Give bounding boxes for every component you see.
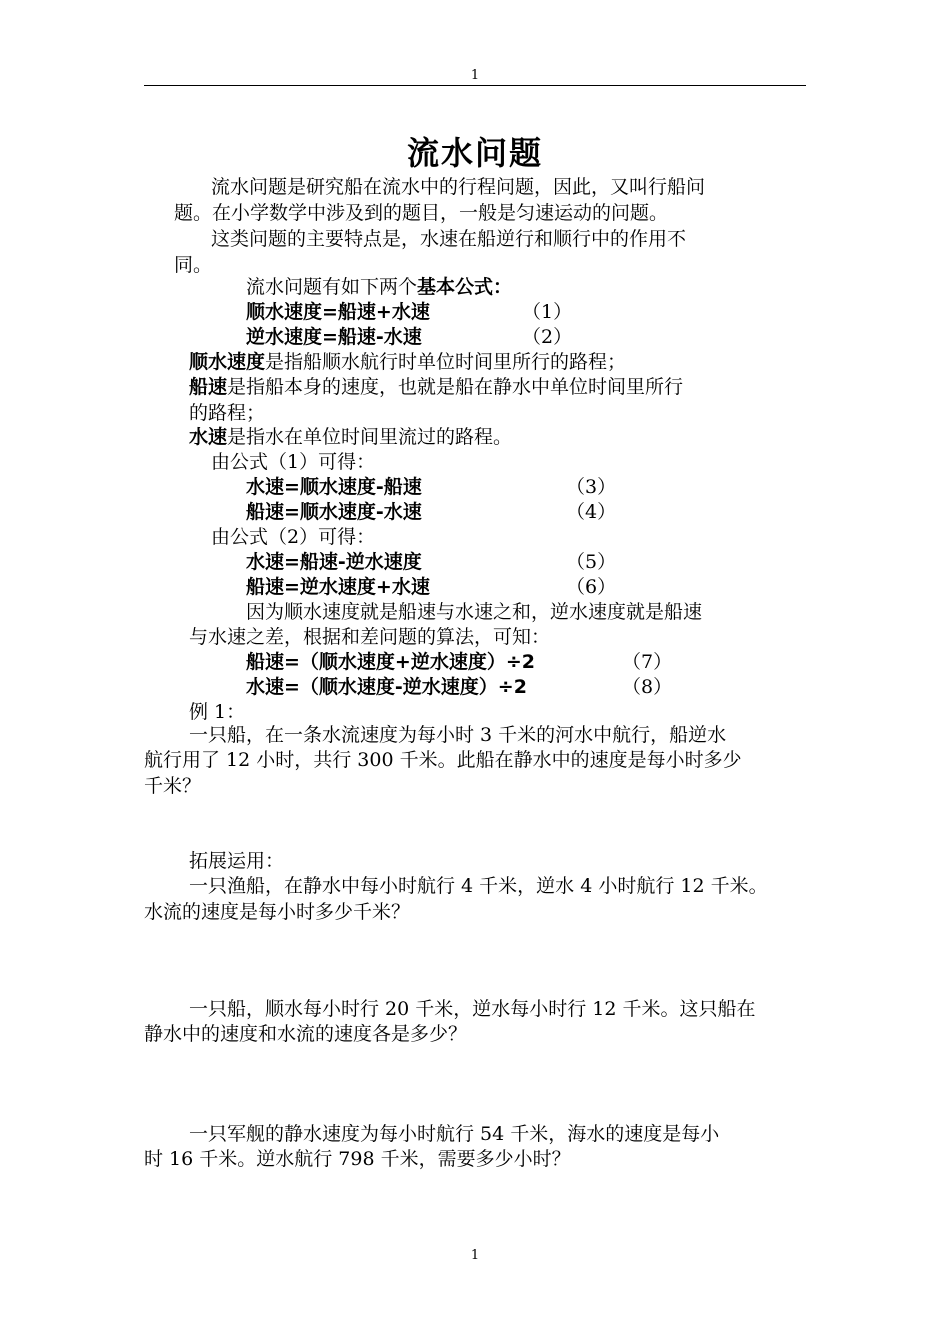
formula-1-number: （1）	[522, 301, 573, 323]
formula-2-number: （2）	[522, 326, 573, 348]
formula-8-number: （8）	[622, 676, 673, 698]
intro-p1-line1: 流水问题是研究船在流水中的行程问题，因此，又叫行船问	[211, 176, 706, 198]
definition-boat-speed-cont: 的路程；	[189, 402, 266, 424]
extension-q2-line2: 静水中的速度和水流的速度各是多少？	[144, 1023, 468, 1045]
definition-text: 是指船本身的速度，也就是船在静水中单位时间里所行	[227, 376, 684, 398]
formula-7: 船速=（顺水速度+逆水速度）÷2	[246, 651, 535, 673]
formulas-intro	[246, 274, 512, 300]
formula-5: 水速=船速-逆水速度	[246, 551, 422, 573]
because-line2: 与水速之差，根据和差问题的算法，可知：	[189, 626, 551, 648]
formulas-intro-prefix: 流水问题有如下两个	[246, 276, 418, 298]
extension-q1-line2: 水流的速度是每小时多少千米？	[144, 901, 411, 923]
formula-7-number: （7）	[622, 651, 673, 673]
formula-3: 水速=顺水速度-船速	[246, 476, 422, 498]
example-label: 例 1：	[189, 701, 246, 723]
footer-page-number: 1	[470, 1248, 480, 1263]
page-title: 流水问题	[406, 134, 543, 172]
formula-4-number: （4）	[566, 501, 617, 523]
formula-3-number: （3）	[566, 476, 617, 498]
intro-p1-line2: 题。在小学数学中涉及到的题目，一般是匀速运动的问题。	[174, 202, 669, 224]
formula-8: 水速=（顺水速度-逆水速度）÷2	[246, 676, 527, 698]
definition-term: 水速	[189, 426, 228, 448]
derived-1-intro: 由公式（1）可得：	[211, 451, 376, 473]
formula-4: 船速=顺水速度-水速	[246, 501, 422, 523]
extension-q2-line1: 一只船，顺水每小时行 20 千米，逆水每小时行 12 千米。这只船在	[189, 998, 756, 1020]
definition-term: 船速	[189, 376, 228, 398]
example-line1: 一只船，在一条水流速度为每小时 3 千米的河水中航行，船逆水	[189, 724, 727, 746]
definition-term: 顺水速度	[189, 351, 266, 373]
example-line2: 航行用了 12 小时，共行 300 千米。此船在静水中的速度是每小时多少	[144, 749, 742, 771]
header-divider	[144, 85, 806, 86]
derived-2-intro: 由公式（2）可得：	[211, 526, 376, 548]
formula-6: 船速=逆水速度+水速	[246, 576, 430, 598]
definition-water-speed	[189, 424, 512, 450]
formula-5-number: （5）	[566, 551, 617, 573]
example-line3: 千米？	[144, 775, 202, 797]
formula-6-number: （6）	[566, 576, 617, 598]
definition-downstream-speed	[189, 349, 626, 375]
formula-1: 顺水速度=船速+水速	[246, 301, 430, 323]
definition-text: 是指水在单位时间里流过的路程。	[227, 426, 513, 448]
header-page-number: 1	[470, 68, 480, 83]
definition-boat-speed	[189, 374, 683, 400]
extension-q3-line2: 时 16 千米。逆水航行 798 千米，需要多少小时？	[144, 1148, 571, 1170]
extension-label: 拓展运用：	[189, 850, 285, 872]
formula-2: 逆水速度=船速-水速	[246, 326, 422, 348]
definition-text: 是指船顺水航行时单位时间里所行的路程；	[265, 351, 627, 373]
formulas-intro-bold: 基本公式：	[417, 276, 513, 298]
intro-p2-line2: 同。	[174, 254, 213, 276]
intro-p2-line1: 这类问题的主要特点是，水速在船逆行和顺行中的作用不	[211, 228, 687, 250]
extension-q1-line1: 一只渔船，在静水中每小时航行 4 千米，逆水 4 小时航行 12 千米。	[189, 875, 768, 897]
extension-q3-line1: 一只军舰的静水速度为每小时航行 54 千米，海水的速度是每小	[189, 1123, 720, 1145]
because-line1: 因为顺水速度就是船速与水速之和，逆水速度就是船速	[246, 601, 703, 623]
